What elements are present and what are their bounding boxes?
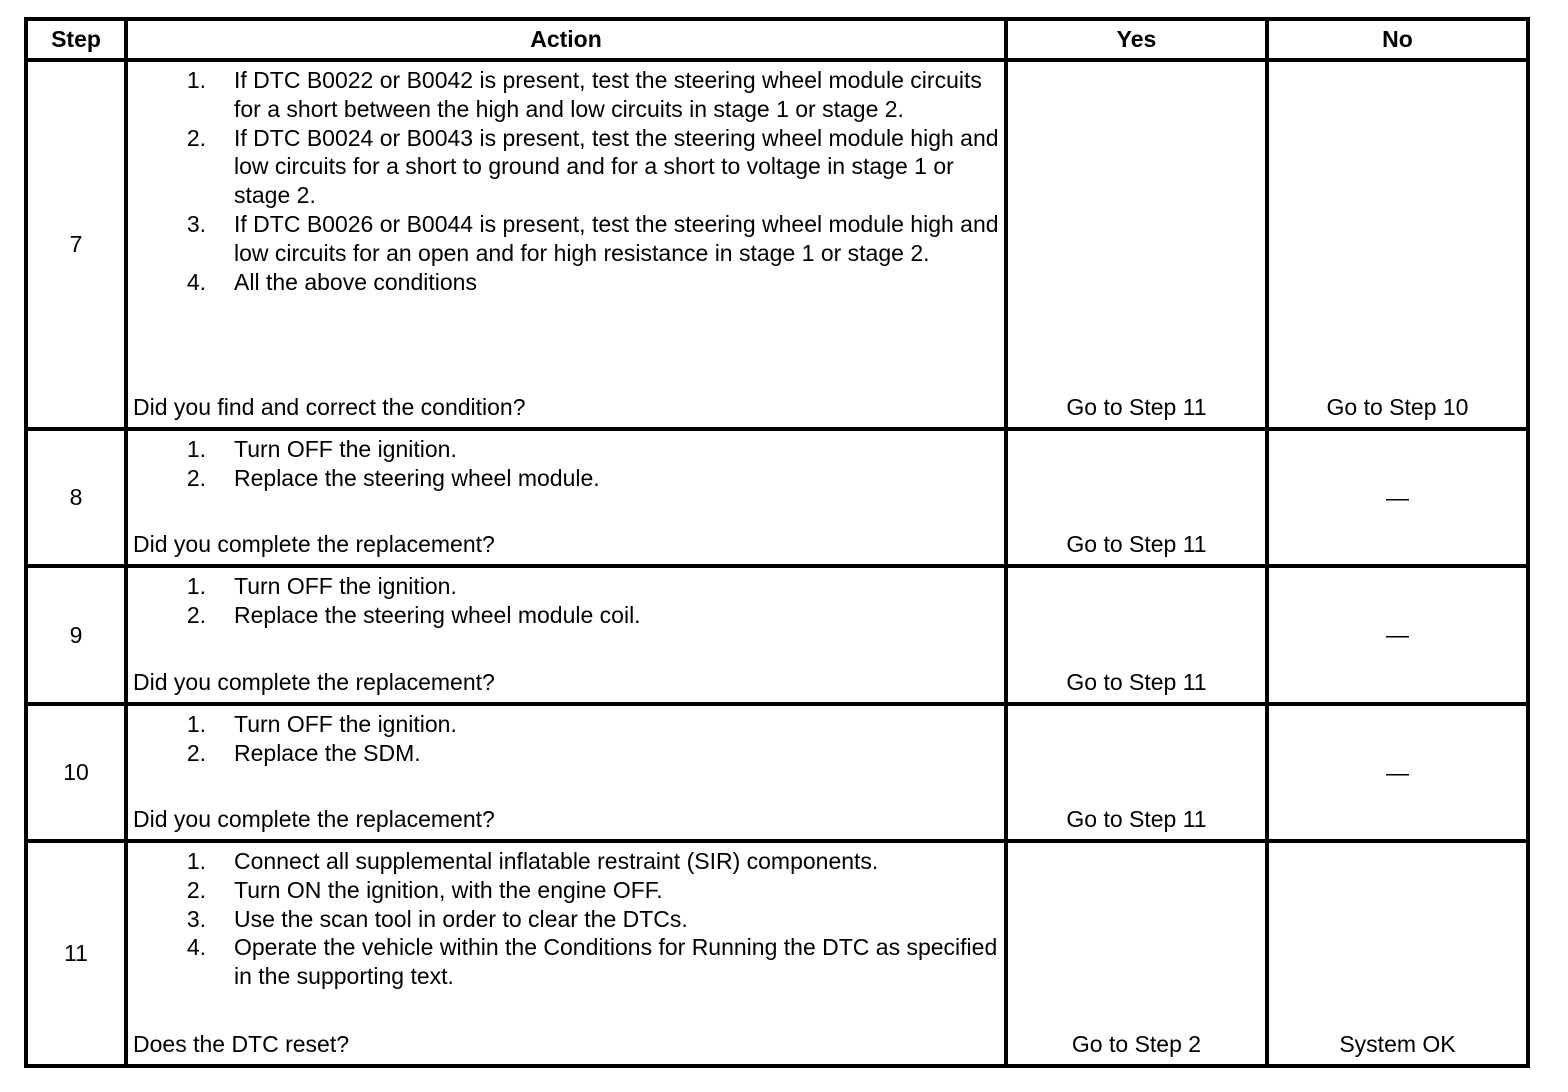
table-header xyxy=(26,19,1528,60)
action-item xyxy=(128,847,1004,876)
action-item-number: 1. xyxy=(186,436,206,462)
action-cell xyxy=(126,704,1006,841)
yes-cell xyxy=(1006,429,1267,566)
action-item-number: 1. xyxy=(186,848,206,874)
action-item-text: If DTC B0022 or B0042 is present, test the steering wheel module circuits for a short between the high and low circuits in stage 1 or stage 2. xyxy=(234,67,982,122)
no-result: Go to Step 10 xyxy=(1326,394,1469,420)
action-cell xyxy=(126,429,1006,566)
action-item-number: 4. xyxy=(186,268,206,295)
action-item-text: All the above conditions xyxy=(234,268,477,295)
action-item xyxy=(128,464,1004,493)
action-item xyxy=(128,905,1004,934)
action-item-number: 2. xyxy=(186,876,206,903)
action-item-number: 2. xyxy=(186,601,206,628)
action-item xyxy=(128,933,1004,991)
action-item-number: 2. xyxy=(186,464,206,491)
header-step: Step xyxy=(26,19,126,60)
yes-result: Go to Step 11 xyxy=(1066,394,1207,420)
action-question: Did you find and correct the condition? xyxy=(133,394,526,420)
step-number: 11 xyxy=(26,841,126,1066)
no-result: — xyxy=(1386,621,1409,648)
yes-result: Go to Step 11 xyxy=(1066,531,1207,557)
no-cell xyxy=(1267,841,1528,1066)
action-item-text: Operate the vehicle within the Conditions for Running the DTC as specified in the supporting text. xyxy=(234,934,998,990)
no-cell xyxy=(1267,60,1528,429)
action-cell xyxy=(126,60,1006,429)
table-row xyxy=(26,841,1528,1066)
no-cell xyxy=(1267,704,1528,841)
header-no: No xyxy=(1267,19,1528,60)
diagnostic-steps-table xyxy=(24,17,1530,1068)
action-item-number: 4. xyxy=(186,934,206,961)
no-result: — xyxy=(1386,759,1409,785)
table-row xyxy=(26,429,1528,566)
action-question: Does the DTC reset? xyxy=(133,1031,350,1057)
action-list xyxy=(128,62,1004,296)
action-list xyxy=(128,706,1004,768)
action-item-text: Turn OFF the ignition. xyxy=(234,573,457,599)
action-item-number: 2. xyxy=(186,739,206,766)
action-item-text: Replace the steering wheel module coil. xyxy=(234,601,641,628)
action-list xyxy=(128,843,1004,991)
action-item-number: 3. xyxy=(186,905,206,932)
action-item xyxy=(128,572,1004,601)
step-number: 8 xyxy=(26,429,126,566)
yes-cell xyxy=(1006,60,1267,429)
action-item xyxy=(128,210,1004,268)
yes-cell xyxy=(1006,704,1267,841)
action-list xyxy=(128,431,1004,493)
step-number: 9 xyxy=(26,566,126,704)
action-item-text: Replace the steering wheel module. xyxy=(234,464,600,491)
no-cell xyxy=(1267,566,1528,704)
action-question: Did you complete the replacement? xyxy=(133,531,495,557)
action-item xyxy=(128,268,1004,297)
action-item xyxy=(128,124,1004,210)
action-item-text: Replace the SDM. xyxy=(234,739,421,766)
yes-cell xyxy=(1006,566,1267,704)
action-item-text: Turn OFF the ignition. xyxy=(234,711,457,737)
table-row xyxy=(26,566,1528,704)
action-cell xyxy=(126,841,1006,1066)
action-item-number: 1. xyxy=(186,573,206,599)
action-item xyxy=(128,66,1004,124)
header-yes: Yes xyxy=(1006,19,1267,60)
action-item-number: 2. xyxy=(186,124,206,151)
action-item-text: Connect all supplemental inflatable restraint (SIR) components. xyxy=(234,848,879,874)
action-item-text: Turn OFF the ignition. xyxy=(234,436,457,462)
action-cell xyxy=(126,566,1006,704)
yes-cell xyxy=(1006,841,1267,1066)
action-item xyxy=(128,739,1004,768)
table-body xyxy=(26,60,1528,1066)
table-row xyxy=(26,60,1528,429)
step-number: 7 xyxy=(26,60,126,429)
yes-result: Go to Step 11 xyxy=(1066,806,1207,832)
action-item-text: Use the scan tool in order to clear the DTCs. xyxy=(234,905,688,932)
action-item-number: 3. xyxy=(186,210,206,237)
action-item xyxy=(128,601,1004,630)
step-number: 10 xyxy=(26,704,126,841)
no-cell xyxy=(1267,429,1528,566)
action-question: Did you complete the replacement? xyxy=(133,669,495,695)
action-item-text: If DTC B0026 or B0044 is present, test the steering wheel module high and low circuits for an open and for high resistance in stage 1 or stage 2. xyxy=(234,210,999,266)
action-item-text: Turn ON the ignition, with the engine OFF. xyxy=(234,876,663,903)
no-result: — xyxy=(1386,484,1409,510)
action-item-number: 1. xyxy=(186,711,206,737)
action-question: Did you complete the replacement? xyxy=(133,806,495,832)
action-item xyxy=(128,710,1004,739)
table-row xyxy=(26,704,1528,841)
yes-result: Go to Step 11 xyxy=(1066,669,1207,695)
yes-result: Go to Step 2 xyxy=(1071,1031,1202,1057)
header-action: Action xyxy=(126,19,1006,60)
action-item xyxy=(128,435,1004,464)
action-item xyxy=(128,876,1004,905)
no-result: System OK xyxy=(1339,1031,1456,1057)
action-item-text: If DTC B0024 or B0043 is present, test the steering wheel module high and low circuits for a short to ground and for a short to voltage in stage 1 or stage 2. xyxy=(234,124,999,209)
action-item-number: 1. xyxy=(186,67,206,93)
action-list xyxy=(128,568,1004,630)
